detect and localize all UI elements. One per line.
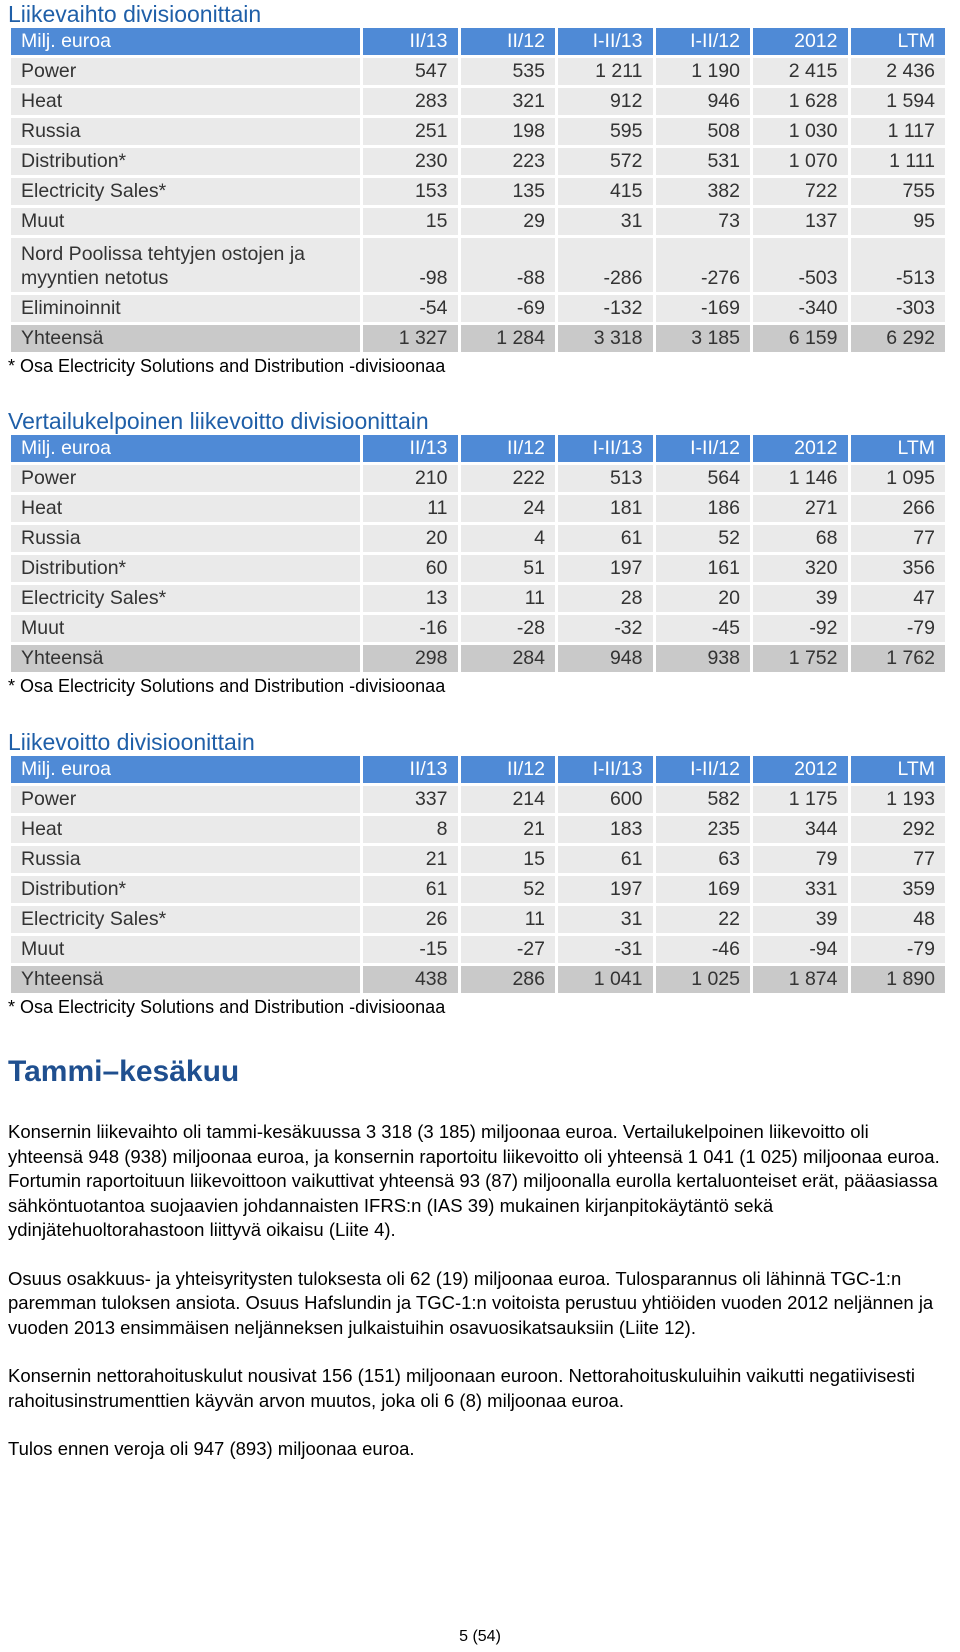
cell: 722 <box>753 178 848 208</box>
cell: 1 175 <box>753 786 848 816</box>
cell: 222 <box>461 465 556 495</box>
cell: 230 <box>363 148 458 178</box>
cell: 337 <box>363 786 458 816</box>
cell: -46 <box>656 936 751 966</box>
col-header: II/13 <box>363 28 458 58</box>
col-header: I-II/13 <box>558 28 653 58</box>
cell: -54 <box>363 295 458 325</box>
total-row <box>11 645 945 675</box>
section-heading: Tammi–kesäkuu <box>8 1055 240 1088</box>
cell: 29 <box>461 208 556 238</box>
cell: 356 <box>851 555 946 585</box>
section-title-comparable-operating-profit: Vertailukelpoinen liikevoitto divisioonittain <box>8 408 429 434</box>
cell: 251 <box>363 118 458 148</box>
row-label: Yhteensä <box>11 645 360 675</box>
row-label: Power <box>11 58 360 88</box>
col-header: LTM <box>851 28 946 58</box>
cell: -88 <box>461 238 556 295</box>
col-header: II/12 <box>461 435 556 465</box>
col-header: II/12 <box>461 756 556 786</box>
cell: 60 <box>363 555 458 585</box>
total-row <box>11 325 945 355</box>
cell: 186 <box>656 495 751 525</box>
row-label: Russia <box>11 846 360 876</box>
cell: 68 <box>753 525 848 555</box>
cell: 938 <box>656 645 751 675</box>
row-label: Electricity Sales* <box>11 178 360 208</box>
table-row <box>11 208 945 238</box>
col-header: I-II/13 <box>558 756 653 786</box>
cell: 26 <box>363 906 458 936</box>
table-row <box>11 816 945 846</box>
cell: 181 <box>558 495 653 525</box>
comparable-operating-profit-table <box>8 435 948 675</box>
cell: 359 <box>851 876 946 906</box>
col-header: Milj. euroa <box>11 28 360 58</box>
page-number: 5 (54) <box>459 1628 501 1645</box>
cell: -27 <box>461 936 556 966</box>
cell: 11 <box>363 495 458 525</box>
table-row <box>11 585 945 615</box>
cell: 11 <box>461 585 556 615</box>
cell: 1 874 <box>753 966 848 996</box>
header-row <box>11 756 945 786</box>
cell: 513 <box>558 465 653 495</box>
row-label: Russia <box>11 525 360 555</box>
cell: -98 <box>363 238 458 295</box>
row-label: Muut <box>11 615 360 645</box>
cell: -513 <box>851 238 946 295</box>
paragraph: Tulos ennen veroja oli 947 (893) miljoonaa euroa. <box>8 1438 415 1459</box>
row-label: Yhteensä <box>11 966 360 996</box>
cell: 48 <box>851 906 946 936</box>
header-row <box>11 28 945 58</box>
cell: 1 193 <box>851 786 946 816</box>
cell: 6 292 <box>851 325 946 355</box>
cell: -303 <box>851 295 946 325</box>
cell: 266 <box>851 495 946 525</box>
table-row <box>11 58 945 88</box>
table-row <box>11 846 945 876</box>
cell: -92 <box>753 615 848 645</box>
cell: 4 <box>461 525 556 555</box>
col-header: 2012 <box>753 756 848 786</box>
cell: 51 <box>461 555 556 585</box>
cell: 47 <box>851 585 946 615</box>
cell: 438 <box>363 966 458 996</box>
cell: 77 <box>851 525 946 555</box>
cell: 1 594 <box>851 88 946 118</box>
col-header: 2012 <box>753 435 848 465</box>
cell: 382 <box>656 178 751 208</box>
cell: 284 <box>461 645 556 675</box>
table-row <box>11 178 945 208</box>
cell: -45 <box>656 615 751 645</box>
cell: -132 <box>558 295 653 325</box>
table-section-comparable-operating-profit <box>8 407 948 699</box>
col-header: 2012 <box>753 28 848 58</box>
cell: -69 <box>461 295 556 325</box>
cell: 1 327 <box>363 325 458 355</box>
cell: 73 <box>656 208 751 238</box>
col-header: I-II/12 <box>656 756 751 786</box>
cell: 755 <box>851 178 946 208</box>
header-row <box>11 435 945 465</box>
col-header: II/13 <box>363 435 458 465</box>
col-header: I-II/12 <box>656 435 751 465</box>
row-label: Distribution* <box>11 555 360 585</box>
paragraph: Osuus osakkuus- ja yhteisyritysten tuloksesta oli 62 (19) miljoonaa euroa. Tulosparannus oli lähinnä TGC-1:n paremman tuloksen ansiota. Osuus Hafslundin ja TGC-1:n voitoista perustuu yhtiöiden vuoden 2012 neljännen ja vuoden 2013 ensimmäisen neljänneksen julkaistuihin osavuosikatsauksiin (Liite 12). <box>8 1267 934 1338</box>
cell: 13 <box>363 585 458 615</box>
cell: 286 <box>461 966 556 996</box>
table-row <box>11 525 945 555</box>
row-label: Heat <box>11 816 360 846</box>
table-row <box>11 555 945 585</box>
cell: -276 <box>656 238 751 295</box>
cell: 1 190 <box>656 58 751 88</box>
cell: 198 <box>461 118 556 148</box>
row-label: Russia <box>11 118 360 148</box>
paragraph: Konsernin nettorahoituskulut nousivat 156 (151) miljoonaan euroon. Nettorahoituskuluihin vaikutti negatiivisesti rahoitusinstrumenttien käyvän arvon muutos, joka oli 6 (8) miljoonaa euroa. <box>8 1365 916 1411</box>
row-label: Yhteensä <box>11 325 360 355</box>
cell: 3 318 <box>558 325 653 355</box>
table-row <box>11 88 945 118</box>
cell: 298 <box>363 645 458 675</box>
paragraph: Konsernin liikevaihto oli tammi-kesäkuussa 3 318 (3 185) miljoonaa euroa. Vertailukelpoinen liikevoitto oli yhteensä 948 (938) miljoonaa euroa, ja konsernin raportoitu liikevoitto oli yhteensä 1 041 (1 025) miljoonaa euroa. Fortumin raportoituun liikevoittoon vaikuttivat yhteensä 93 (87) miljoonalla eurolla kertaluonteiset erät, pääasiassa sähköntuotantoa suojaavien johdannaisten IFRS:n (IAS 39) mukainen kirjanpitokäytäntö sekä ydinjätehuoltorahastoon liittyvä oikaisu (Liite 4). <box>8 1121 940 1240</box>
col-header: I-II/13 <box>558 435 653 465</box>
cell: -15 <box>363 936 458 966</box>
row-label: Power <box>11 786 360 816</box>
table-row <box>11 936 945 966</box>
row-label: Heat <box>11 495 360 525</box>
cell: 572 <box>558 148 653 178</box>
cell: 535 <box>461 58 556 88</box>
text-section-january-june <box>8 1052 948 1462</box>
cell: 52 <box>656 525 751 555</box>
cell: 20 <box>656 585 751 615</box>
col-header: LTM <box>851 756 946 786</box>
cell: 1 111 <box>851 148 946 178</box>
cell: 214 <box>461 786 556 816</box>
table-row <box>11 786 945 816</box>
cell: 1 095 <box>851 465 946 495</box>
cell: 20 <box>363 525 458 555</box>
cell: 15 <box>363 208 458 238</box>
cell: 1 041 <box>558 966 653 996</box>
row-label: Nord Poolissa tehtyjen ostojen ja myyntien netotus <box>11 238 360 295</box>
row-label: Electricity Sales* <box>11 906 360 936</box>
table-row <box>11 148 945 178</box>
cell: 21 <box>461 816 556 846</box>
cell: -31 <box>558 936 653 966</box>
table-row <box>11 118 945 148</box>
cell: 320 <box>753 555 848 585</box>
row-label: Electricity Sales* <box>11 585 360 615</box>
row-label: Eliminoinnit <box>11 295 360 325</box>
cell: 235 <box>656 816 751 846</box>
cell: -32 <box>558 615 653 645</box>
cell: 22 <box>656 906 751 936</box>
cell: 52 <box>461 876 556 906</box>
cell: 28 <box>558 585 653 615</box>
cell: 61 <box>363 876 458 906</box>
cell: -340 <box>753 295 848 325</box>
table-row <box>11 876 945 906</box>
col-header: Milj. euroa <box>11 435 360 465</box>
cell: 1 025 <box>656 966 751 996</box>
row-label: Muut <box>11 936 360 966</box>
cell: -28 <box>461 615 556 645</box>
table-footnote: * Osa Electricity Solutions and Distribution -divisioonaa <box>8 676 446 696</box>
cell: 946 <box>656 88 751 118</box>
table-row <box>11 495 945 525</box>
table-row <box>11 465 945 495</box>
cell: 564 <box>656 465 751 495</box>
section-title-revenue: Liikevaihto divisioonittain <box>8 1 262 27</box>
table-row <box>11 295 945 325</box>
col-header: LTM <box>851 435 946 465</box>
total-row <box>11 966 945 996</box>
cell: 321 <box>461 88 556 118</box>
cell: 2 415 <box>753 58 848 88</box>
cell: 95 <box>851 208 946 238</box>
row-label: Heat <box>11 88 360 118</box>
cell: 1 070 <box>753 148 848 178</box>
cell: 223 <box>461 148 556 178</box>
cell: 61 <box>558 846 653 876</box>
cell: -79 <box>851 936 946 966</box>
cell: 1 628 <box>753 88 848 118</box>
row-label: Muut <box>11 208 360 238</box>
cell: 271 <box>753 495 848 525</box>
cell: 39 <box>753 906 848 936</box>
cell: -503 <box>753 238 848 295</box>
cell: 6 159 <box>753 325 848 355</box>
cell: 595 <box>558 118 653 148</box>
cell: -169 <box>656 295 751 325</box>
cell: 1 752 <box>753 645 848 675</box>
revenue-table <box>8 28 948 355</box>
cell: 31 <box>558 208 653 238</box>
cell: 183 <box>558 816 653 846</box>
row-label: Distribution* <box>11 876 360 906</box>
cell: 11 <box>461 906 556 936</box>
row-label: Distribution* <box>11 148 360 178</box>
row-label: Power <box>11 465 360 495</box>
cell: -94 <box>753 936 848 966</box>
cell: -16 <box>363 615 458 645</box>
cell: 197 <box>558 876 653 906</box>
cell: 508 <box>656 118 751 148</box>
cell: 169 <box>656 876 751 906</box>
table-row <box>11 238 945 295</box>
cell: 39 <box>753 585 848 615</box>
cell: 1 284 <box>461 325 556 355</box>
col-header: II/13 <box>363 756 458 786</box>
cell: -79 <box>851 615 946 645</box>
table-footnote: * Osa Electricity Solutions and Distribution -divisioonaa <box>8 356 446 376</box>
cell: 1 030 <box>753 118 848 148</box>
cell: 210 <box>363 465 458 495</box>
cell: 415 <box>558 178 653 208</box>
cell: 135 <box>461 178 556 208</box>
cell: 77 <box>851 846 946 876</box>
section-title-operating-profit: Liikevoitto divisioonittain <box>8 729 255 755</box>
col-header: I-II/12 <box>656 28 751 58</box>
cell: 24 <box>461 495 556 525</box>
cell: 600 <box>558 786 653 816</box>
table-row <box>11 615 945 645</box>
cell: 153 <box>363 178 458 208</box>
cell: 344 <box>753 816 848 846</box>
cell: 63 <box>656 846 751 876</box>
cell: 79 <box>753 846 848 876</box>
table-row <box>11 906 945 936</box>
cell: 582 <box>656 786 751 816</box>
cell: 948 <box>558 645 653 675</box>
cell: 292 <box>851 816 946 846</box>
cell: 1 211 <box>558 58 653 88</box>
cell: 912 <box>558 88 653 118</box>
cell: 283 <box>363 88 458 118</box>
cell: 531 <box>656 148 751 178</box>
cell: 547 <box>363 58 458 88</box>
table-section-revenue <box>8 0 948 379</box>
operating-profit-table <box>8 756 948 996</box>
cell: 1 117 <box>851 118 946 148</box>
cell: 137 <box>753 208 848 238</box>
cell: 331 <box>753 876 848 906</box>
col-header: II/12 <box>461 28 556 58</box>
cell: 1 146 <box>753 465 848 495</box>
cell: 1 890 <box>851 966 946 996</box>
col-header: Milj. euroa <box>11 756 360 786</box>
cell: 3 185 <box>656 325 751 355</box>
cell: 161 <box>656 555 751 585</box>
cell: 2 436 <box>851 58 946 88</box>
table-footnote: * Osa Electricity Solutions and Distribution -divisioonaa <box>8 997 446 1017</box>
cell: 1 762 <box>851 645 946 675</box>
cell: 197 <box>558 555 653 585</box>
cell: 61 <box>558 525 653 555</box>
cell: 21 <box>363 846 458 876</box>
cell: -286 <box>558 238 653 295</box>
cell: 8 <box>363 816 458 846</box>
table-section-operating-profit <box>8 728 948 1020</box>
cell: 31 <box>558 906 653 936</box>
cell: 15 <box>461 846 556 876</box>
